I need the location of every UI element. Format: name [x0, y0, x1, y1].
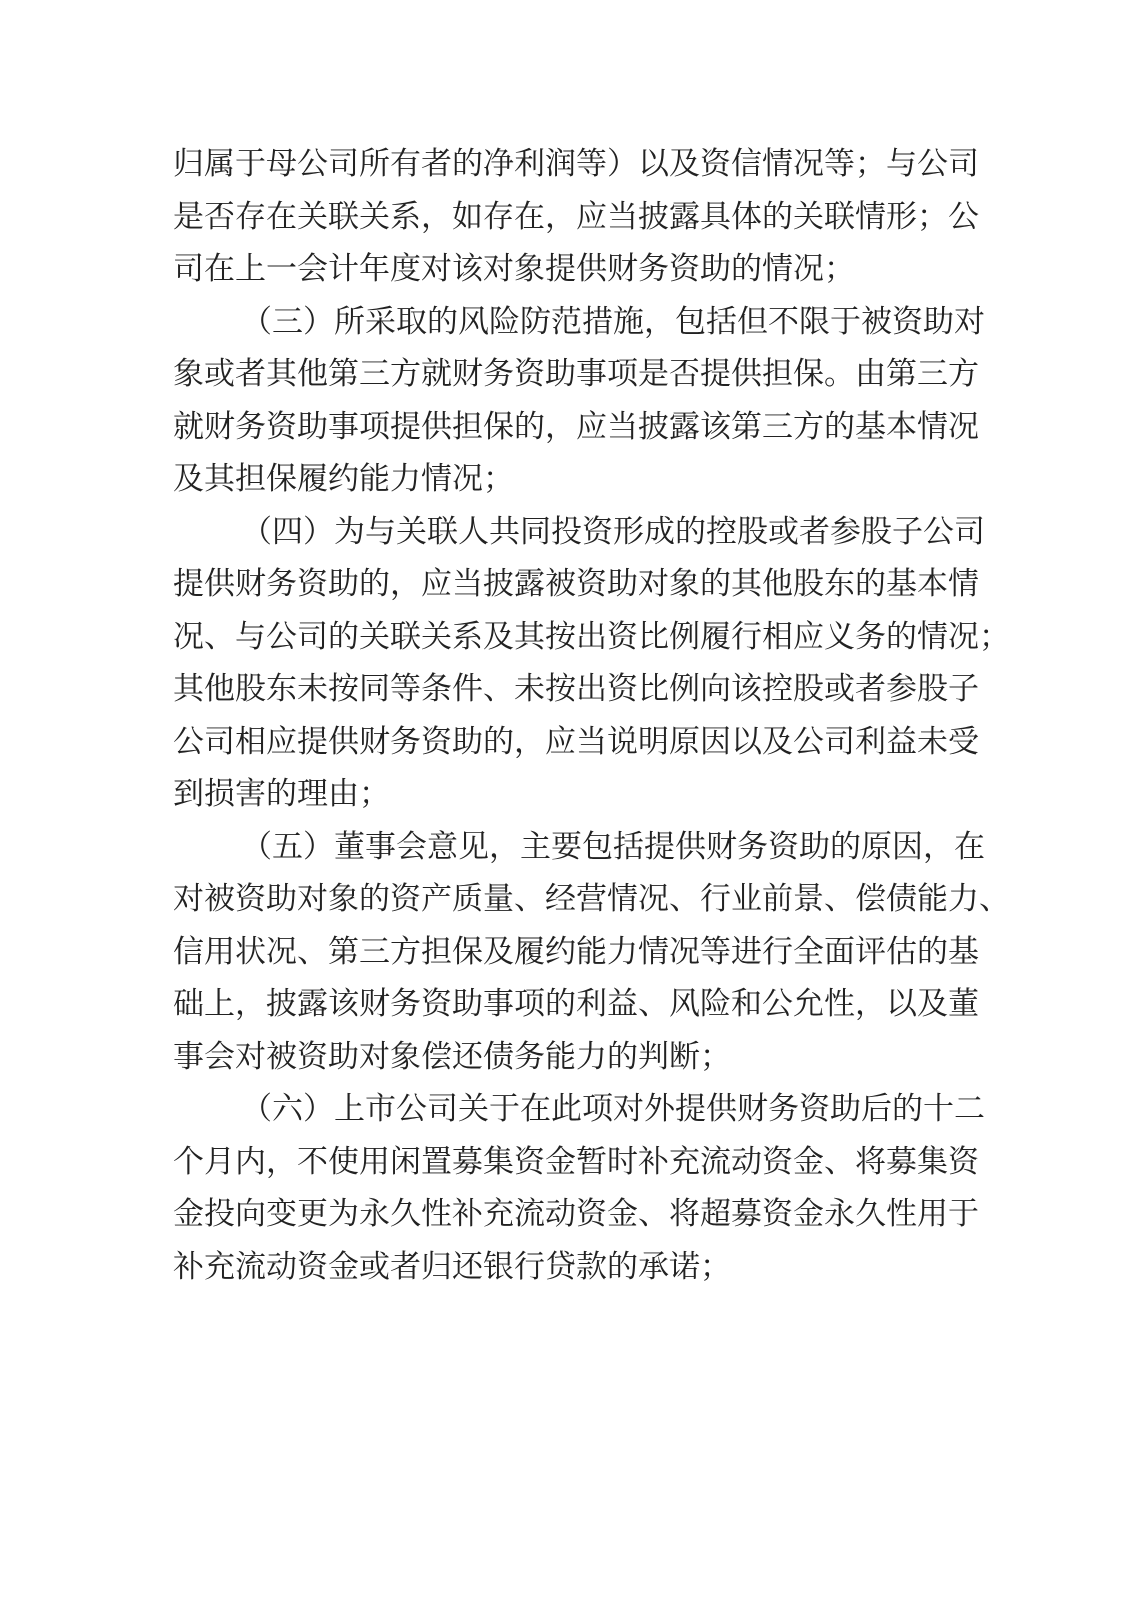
text-line: 补充流动资金或者归还银行贷款的承诺；: [173, 1248, 731, 1285]
text-line: （三）所采取的风险防范措施，包括但不限于被资助对: [241, 303, 985, 340]
text-line: 事会对被资助对象偿还债务能力的判断；: [173, 1038, 731, 1075]
text-line: 况、与公司的关联关系及其按出资比例履行相应义务的情况；: [173, 618, 1010, 655]
paragraph-item-4: [173, 506, 1010, 821]
paragraph-item-6: [173, 1083, 985, 1293]
text-line: 对被资助对象的资产质量、经营情况、行业前景、偿债能力、: [173, 881, 1010, 917]
text-line: 归属于母公司所有者的净利润等）以及资信情况等；与公司: [173, 146, 979, 182]
text-line: 其他股东未按同等条件、未按出资比例向该控股或者参股子: [173, 671, 979, 707]
text-line: 象或者其他第三方就财务资助事项是否提供担保。由第三方: [173, 356, 979, 392]
text-line: 是否存在关联关系，如存在，应当披露具体的关联情形；公: [173, 198, 979, 235]
text-line: 到损害的理由；: [173, 776, 390, 812]
paragraph-item-3: [173, 296, 985, 506]
text-line: （五）董事会意见，主要包括提供财务资助的原因，在: [241, 828, 985, 865]
text-line: 司在上一会计年度对该对象提供财务资助的情况；: [173, 251, 855, 287]
text-line: 及其担保履约能力情况；: [173, 461, 514, 497]
text-line: （四）为与关联人共同投资形成的控股或者参股子公司: [241, 513, 985, 550]
text-line: 个月内，不使用闲置募集资金暂时补充流动资金、将募集资: [173, 1143, 979, 1180]
paragraph-continued: [173, 138, 979, 296]
text-line: 金投向变更为永久性补充流动资金、将超募资金永久性用于: [173, 1196, 979, 1232]
text-line: 信用状况、第三方担保及履约能力情况等进行全面评估的基: [173, 933, 979, 970]
paragraph-item-5: [173, 821, 1010, 1084]
text-line: （六）上市公司关于在此项对外提供财务资助后的十二: [241, 1091, 985, 1127]
text-line: 提供财务资助的，应当披露被资助对象的其他股东的基本情: [173, 566, 979, 602]
text-line: 公司相应提供财务资助的，应当说明原因以及公司利益未受: [173, 723, 979, 760]
text-line: 就财务资助事项提供担保的，应当披露该第三方的基本情况: [173, 408, 979, 445]
document-page: [173, 138, 1010, 1293]
text-line: 础上，披露该财务资助事项的利益、风险和公允性，以及董: [173, 986, 979, 1022]
